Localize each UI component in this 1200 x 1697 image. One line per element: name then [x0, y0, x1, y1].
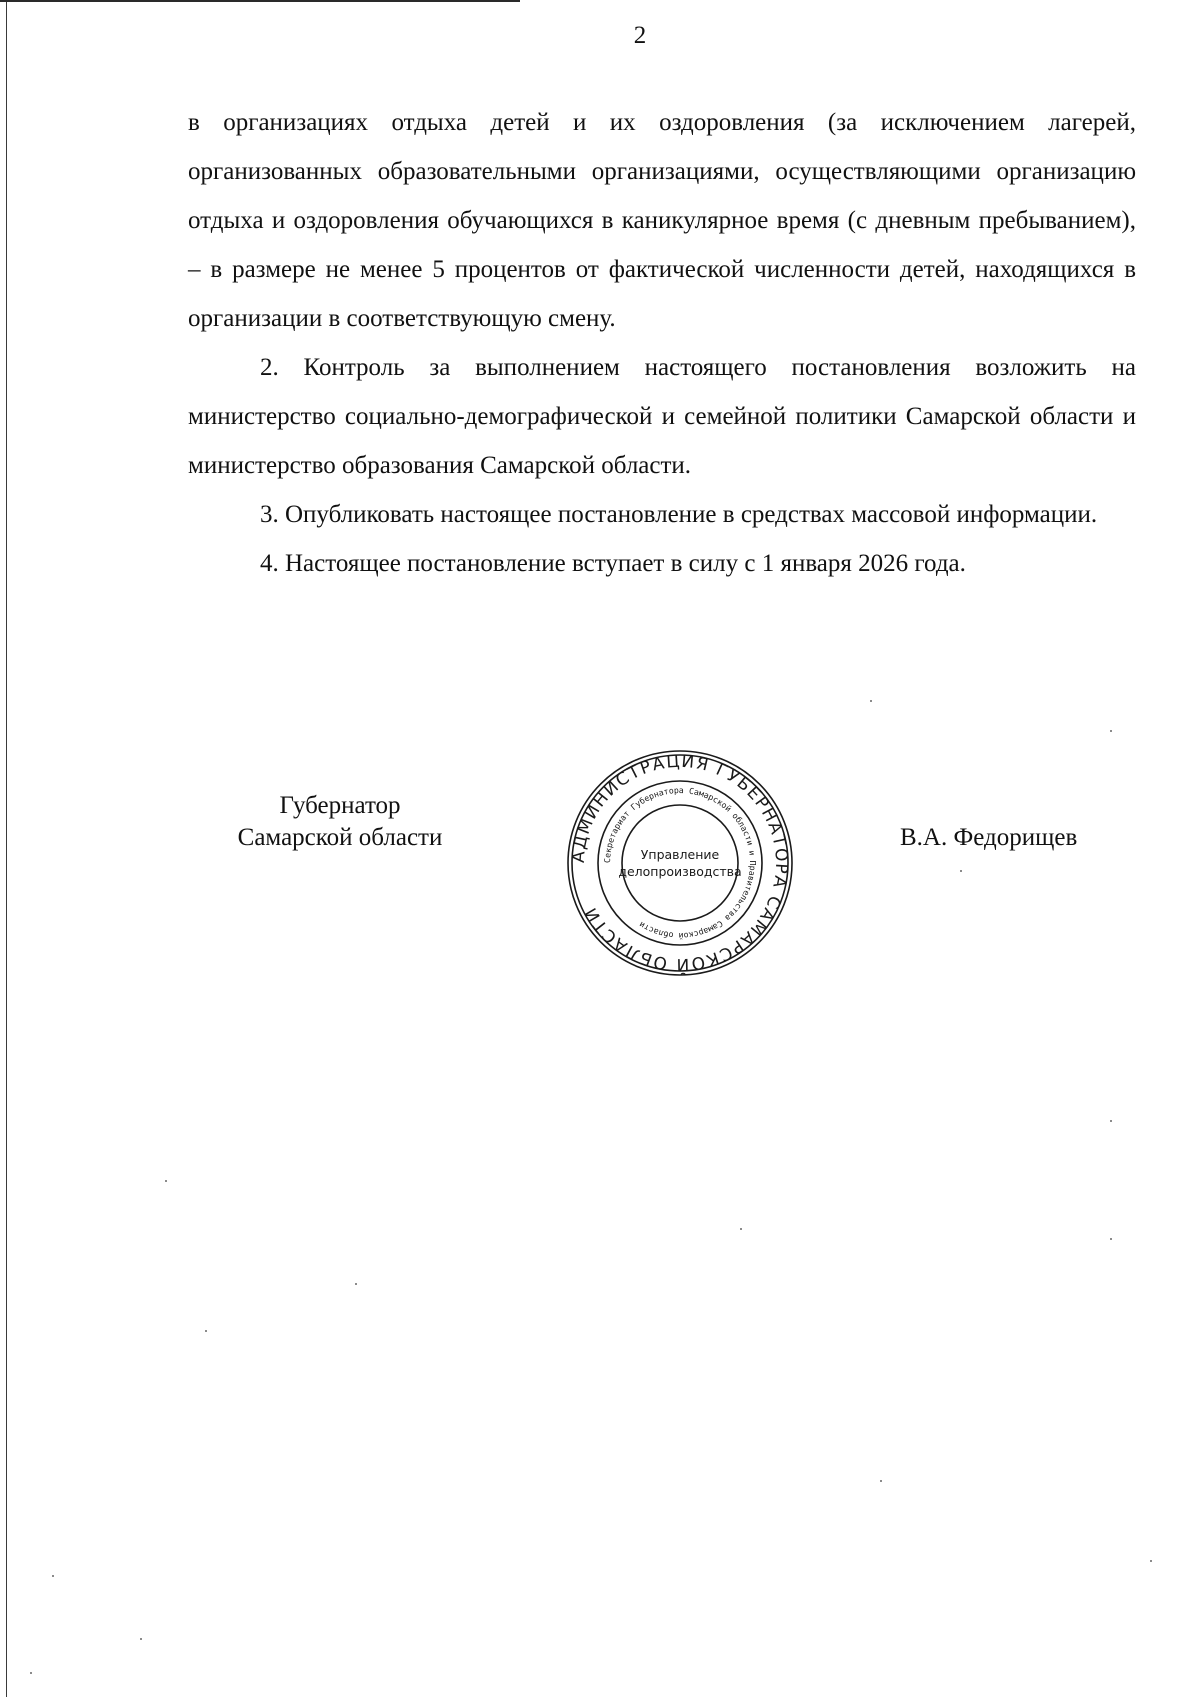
seal-center-line: Управление [640, 847, 720, 862]
signatory-title-line: Губернатор [279, 792, 401, 819]
official-seal [560, 743, 800, 983]
seal-center-line: делопроизводства [618, 864, 742, 879]
scan-speck [52, 1575, 54, 1577]
scan-speck [1110, 730, 1112, 732]
scan-speck [355, 1283, 357, 1285]
scan-speck [1110, 1120, 1112, 1122]
paragraph-effective-date-clause: 4. Настоящее постановление вступает в силу с 1 января 2026 года. [260, 550, 966, 577]
signatory-title-line: Самарской области [237, 824, 443, 851]
paragraph-control-clause: 2. Контроль за выполнением настоящего постановления возложить на министерство социально-демографической и семейной политики Самарской области и министерство образования Самарской области. [188, 354, 1136, 479]
document-body [188, 98, 1136, 588]
scan-edge-line [0, 0, 520, 2]
scan-speck [740, 1228, 742, 1230]
scan-speck [870, 700, 872, 702]
signatory-title [200, 790, 480, 854]
paragraph-publication-clause: 3. Опубликовать настоящее постановление в средствах массовой информации. [260, 501, 1098, 528]
seal-inner-text: Секретариат Губернатора Самарской области и Правительства Самарской области [601, 784, 759, 942]
scan-speck [880, 1480, 882, 1482]
seal-graphic [560, 743, 800, 983]
scan-speck [205, 1330, 207, 1332]
scan-speck [140, 1638, 142, 1640]
paragraph-continuation: в организациях отдыха детей и их оздоровления (за исключением лагерей, организованных образовательными организациями, осуществляющими организацию отдыха и оздоровления обучающихся в каникулярное время (с дневным пребыванием), – в размере не менее 5 процентов от фактической численности детей, находящихся в организации в соответствующую смену. [188, 109, 1136, 332]
signatory-name: В.А. Федорищев [900, 824, 1078, 851]
scan-speck [165, 1180, 167, 1182]
seal-outer-text: АДМИНИСТРАЦИЯ ГУБЕРНАТОРА САМАРСКОЙ ОБЛАСТИ [568, 751, 792, 975]
scan-speck [1150, 1560, 1152, 1562]
scan-speck [30, 1672, 32, 1674]
scan-speck [960, 870, 962, 872]
page-number: 2 [633, 22, 647, 49]
scan-speck [1110, 1238, 1112, 1240]
